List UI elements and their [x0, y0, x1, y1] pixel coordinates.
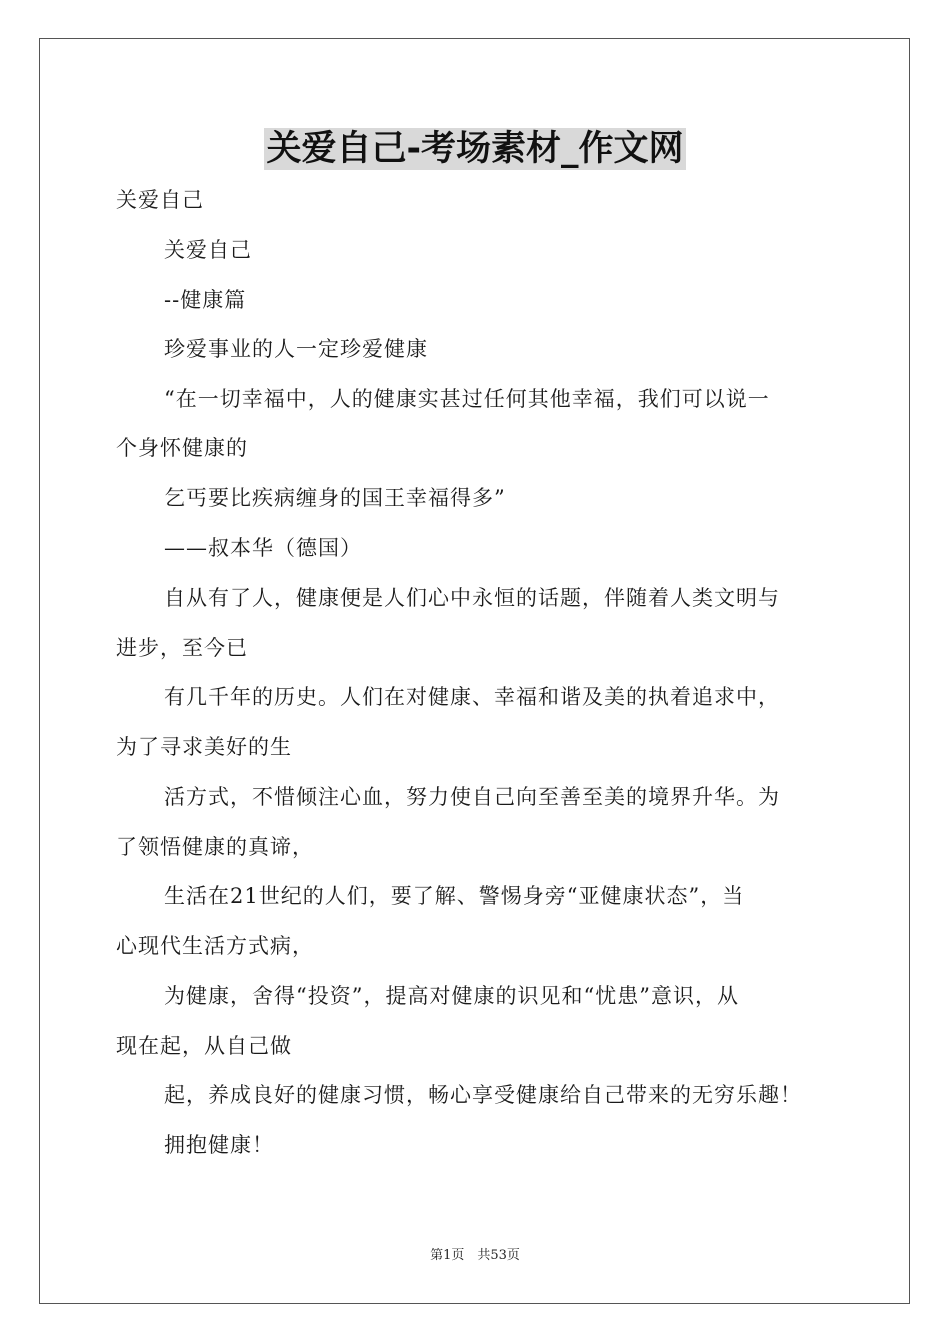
body-line: 为健康，舍得“投资”，提高对健康的识见和“忧患”意识，从 [164, 984, 739, 1008]
body-line: 有几千年的历史。人们在对健康、幸福和谐及美的执着追求中， [164, 685, 780, 709]
body-line: 生活在21世纪的人们，要了解、警惕身旁“亚健康状态”，当 [164, 884, 745, 908]
body-line: 关爱自己 [164, 238, 252, 262]
body-line: 活方式，不惜倾注心血，努力使自己向至善至美的境界升华。为 [164, 785, 780, 809]
body-line: ——叔本华（德国） [164, 536, 362, 560]
body-line: 自从有了人，健康便是人们心中永恒的话题，伴随着人类文明与 [164, 586, 780, 610]
body-line: 个身怀健康的 [116, 436, 248, 460]
body-line: 心现代生活方式病， [116, 934, 314, 958]
body-line: “在一切幸福中，人的健康实甚过任何其他幸福，我们可以说一 [164, 387, 770, 411]
body-line: 为了寻求美好的生 [116, 735, 292, 759]
page-number: 第1页 共53页 [430, 1248, 520, 1263]
body-line: 现在起，从自己做 [116, 1034, 292, 1058]
body-line: 关爱自己 [116, 188, 204, 212]
body-line: 珍爱事业的人一定珍爱健康 [164, 337, 428, 361]
body-line: 进步，至今已 [116, 636, 248, 660]
body-line: 起，养成良好的健康习惯，畅心享受健康给自己带来的无穷乐趣！ [164, 1083, 802, 1107]
document-title: 关爱自己-考场素材_作文网 [266, 129, 684, 169]
body-line: 了领悟健康的真谛， [116, 835, 314, 859]
body-line: 乞丐要比疾病缠身的国王幸福得多” [164, 486, 506, 510]
title-container [0, 128, 950, 170]
body-line: 拥抱健康！ [164, 1133, 274, 1157]
page-border [39, 38, 910, 1304]
body-line: --健康篇 [164, 288, 247, 312]
